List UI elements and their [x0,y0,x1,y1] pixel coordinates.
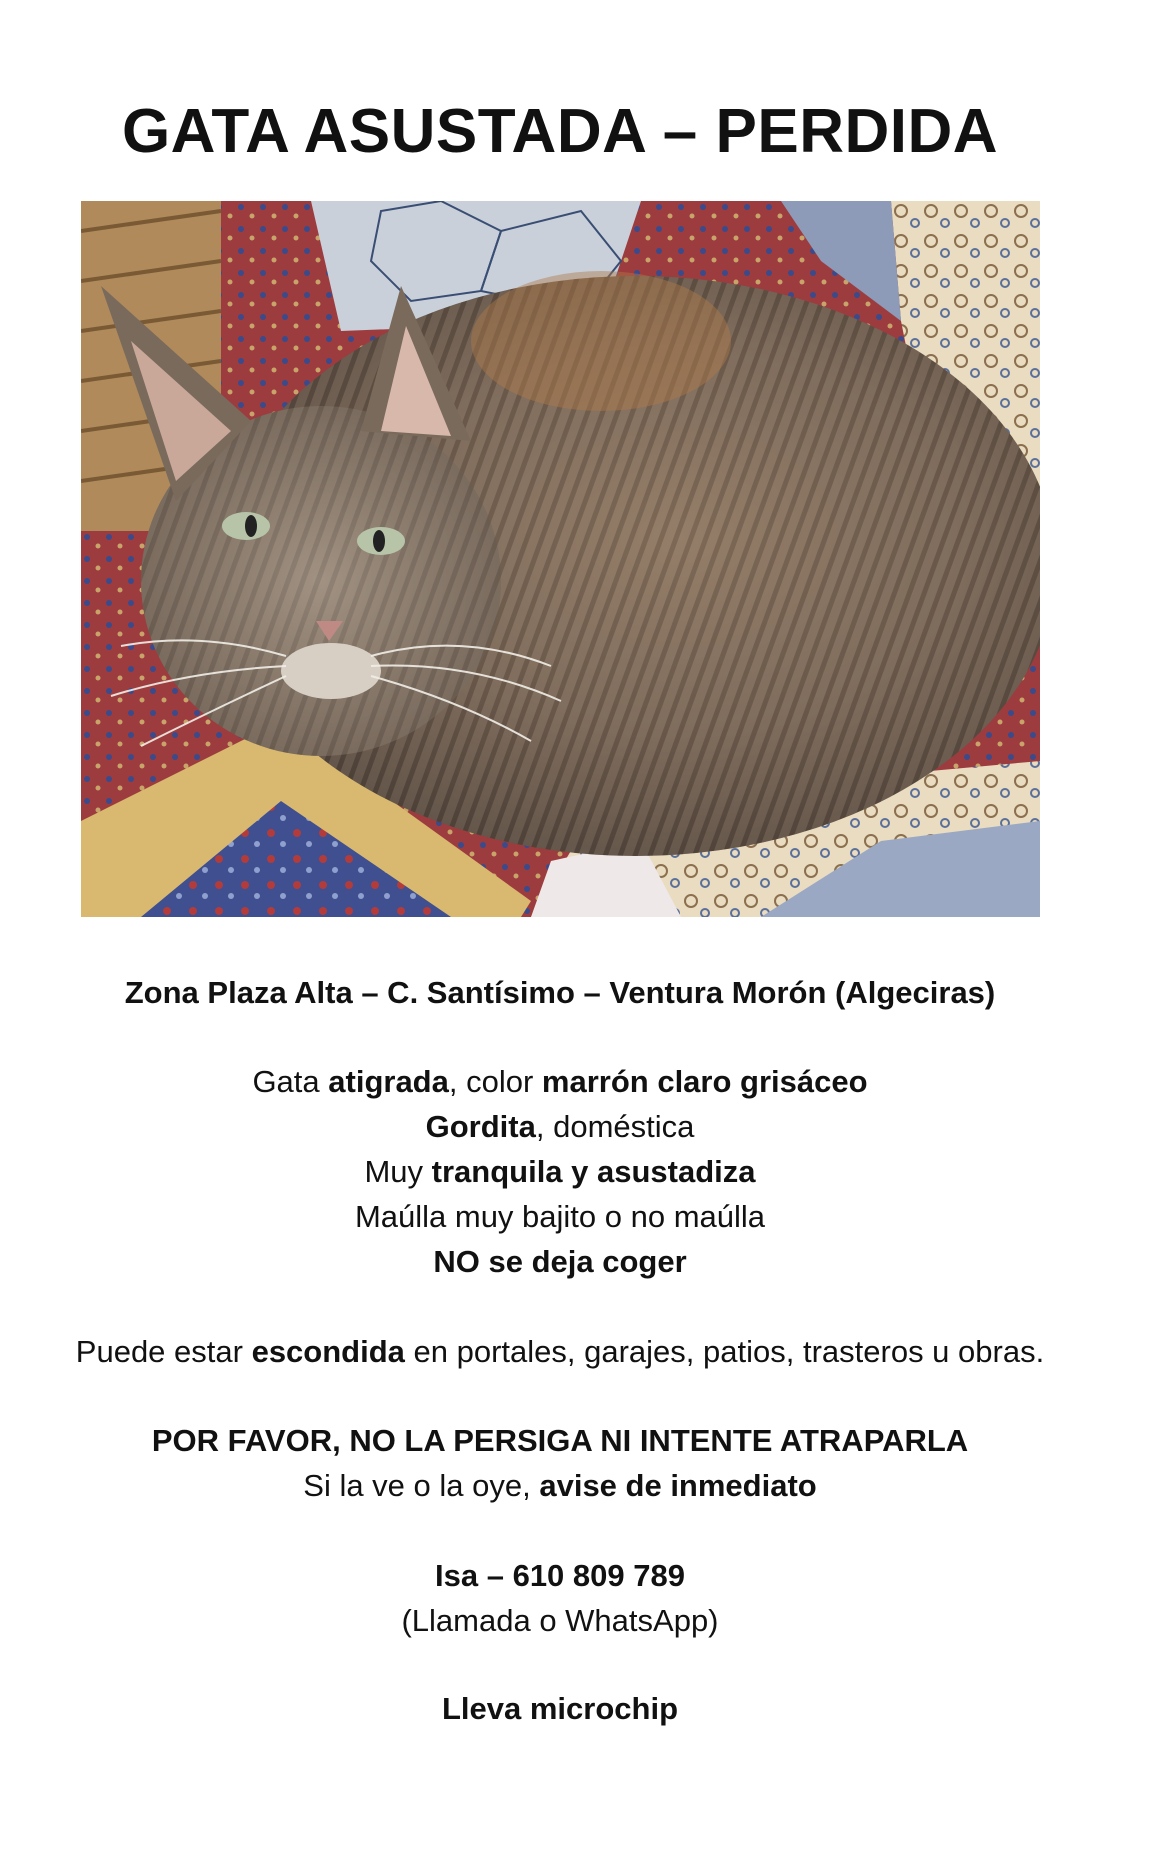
hiding-b: escondida [251,1334,405,1369]
hiding-c: en portales, garajes, patios, trasteros u obras. [404,1334,1045,1369]
microchip-note: Lleva microchip [441,1691,679,1726]
desc3-b: tranquila y asustadiza [431,1154,756,1189]
cat-description [0,1059,1120,1284]
description-line-1 [0,1059,1120,1104]
plea-block [0,1418,1120,1508]
description-line-4: Maúlla muy bajito o no maúlla [354,1199,766,1234]
desc1-c: , color [448,1064,542,1099]
hiding-a: Puede estar [75,1334,252,1369]
plea2-b: avise de inmediato [539,1468,817,1503]
desc2-a: Gordita [425,1109,536,1144]
plea2-a: Si la ve o la oye, [303,1468,540,1503]
contact-name-phone: Isa – 610 809 789 [435,1558,685,1593]
description-line-2 [0,1104,1120,1149]
desc1-b: atigrada [328,1064,449,1099]
plea-line-2 [0,1463,1120,1508]
desc1-a: Gata [252,1064,329,1099]
cat-photo [81,201,1040,917]
contact-method: (Llamada o WhatsApp) [401,1603,719,1638]
hiding-places [0,1329,1120,1374]
tabby-cat-photo-icon [81,201,1040,917]
plea-line-1: POR FAVOR, NO LA PERSIGA NI INTENTE ATRAPARLA [151,1423,969,1458]
description-line-5: NO se deja coger [433,1244,687,1279]
description-line-3 [0,1149,1120,1194]
location-line: Zona Plaza Alta – C. Santísimo – Ventura Morón (Algeciras) [124,975,996,1010]
desc2-b: , doméstica [535,1109,695,1144]
desc1-d: marrón claro grisáceo [541,1064,868,1099]
desc3-a: Muy [364,1154,432,1189]
flyer-title: GATA ASUSTADA – PERDIDA [121,97,999,166]
contact-block [0,1553,1120,1643]
